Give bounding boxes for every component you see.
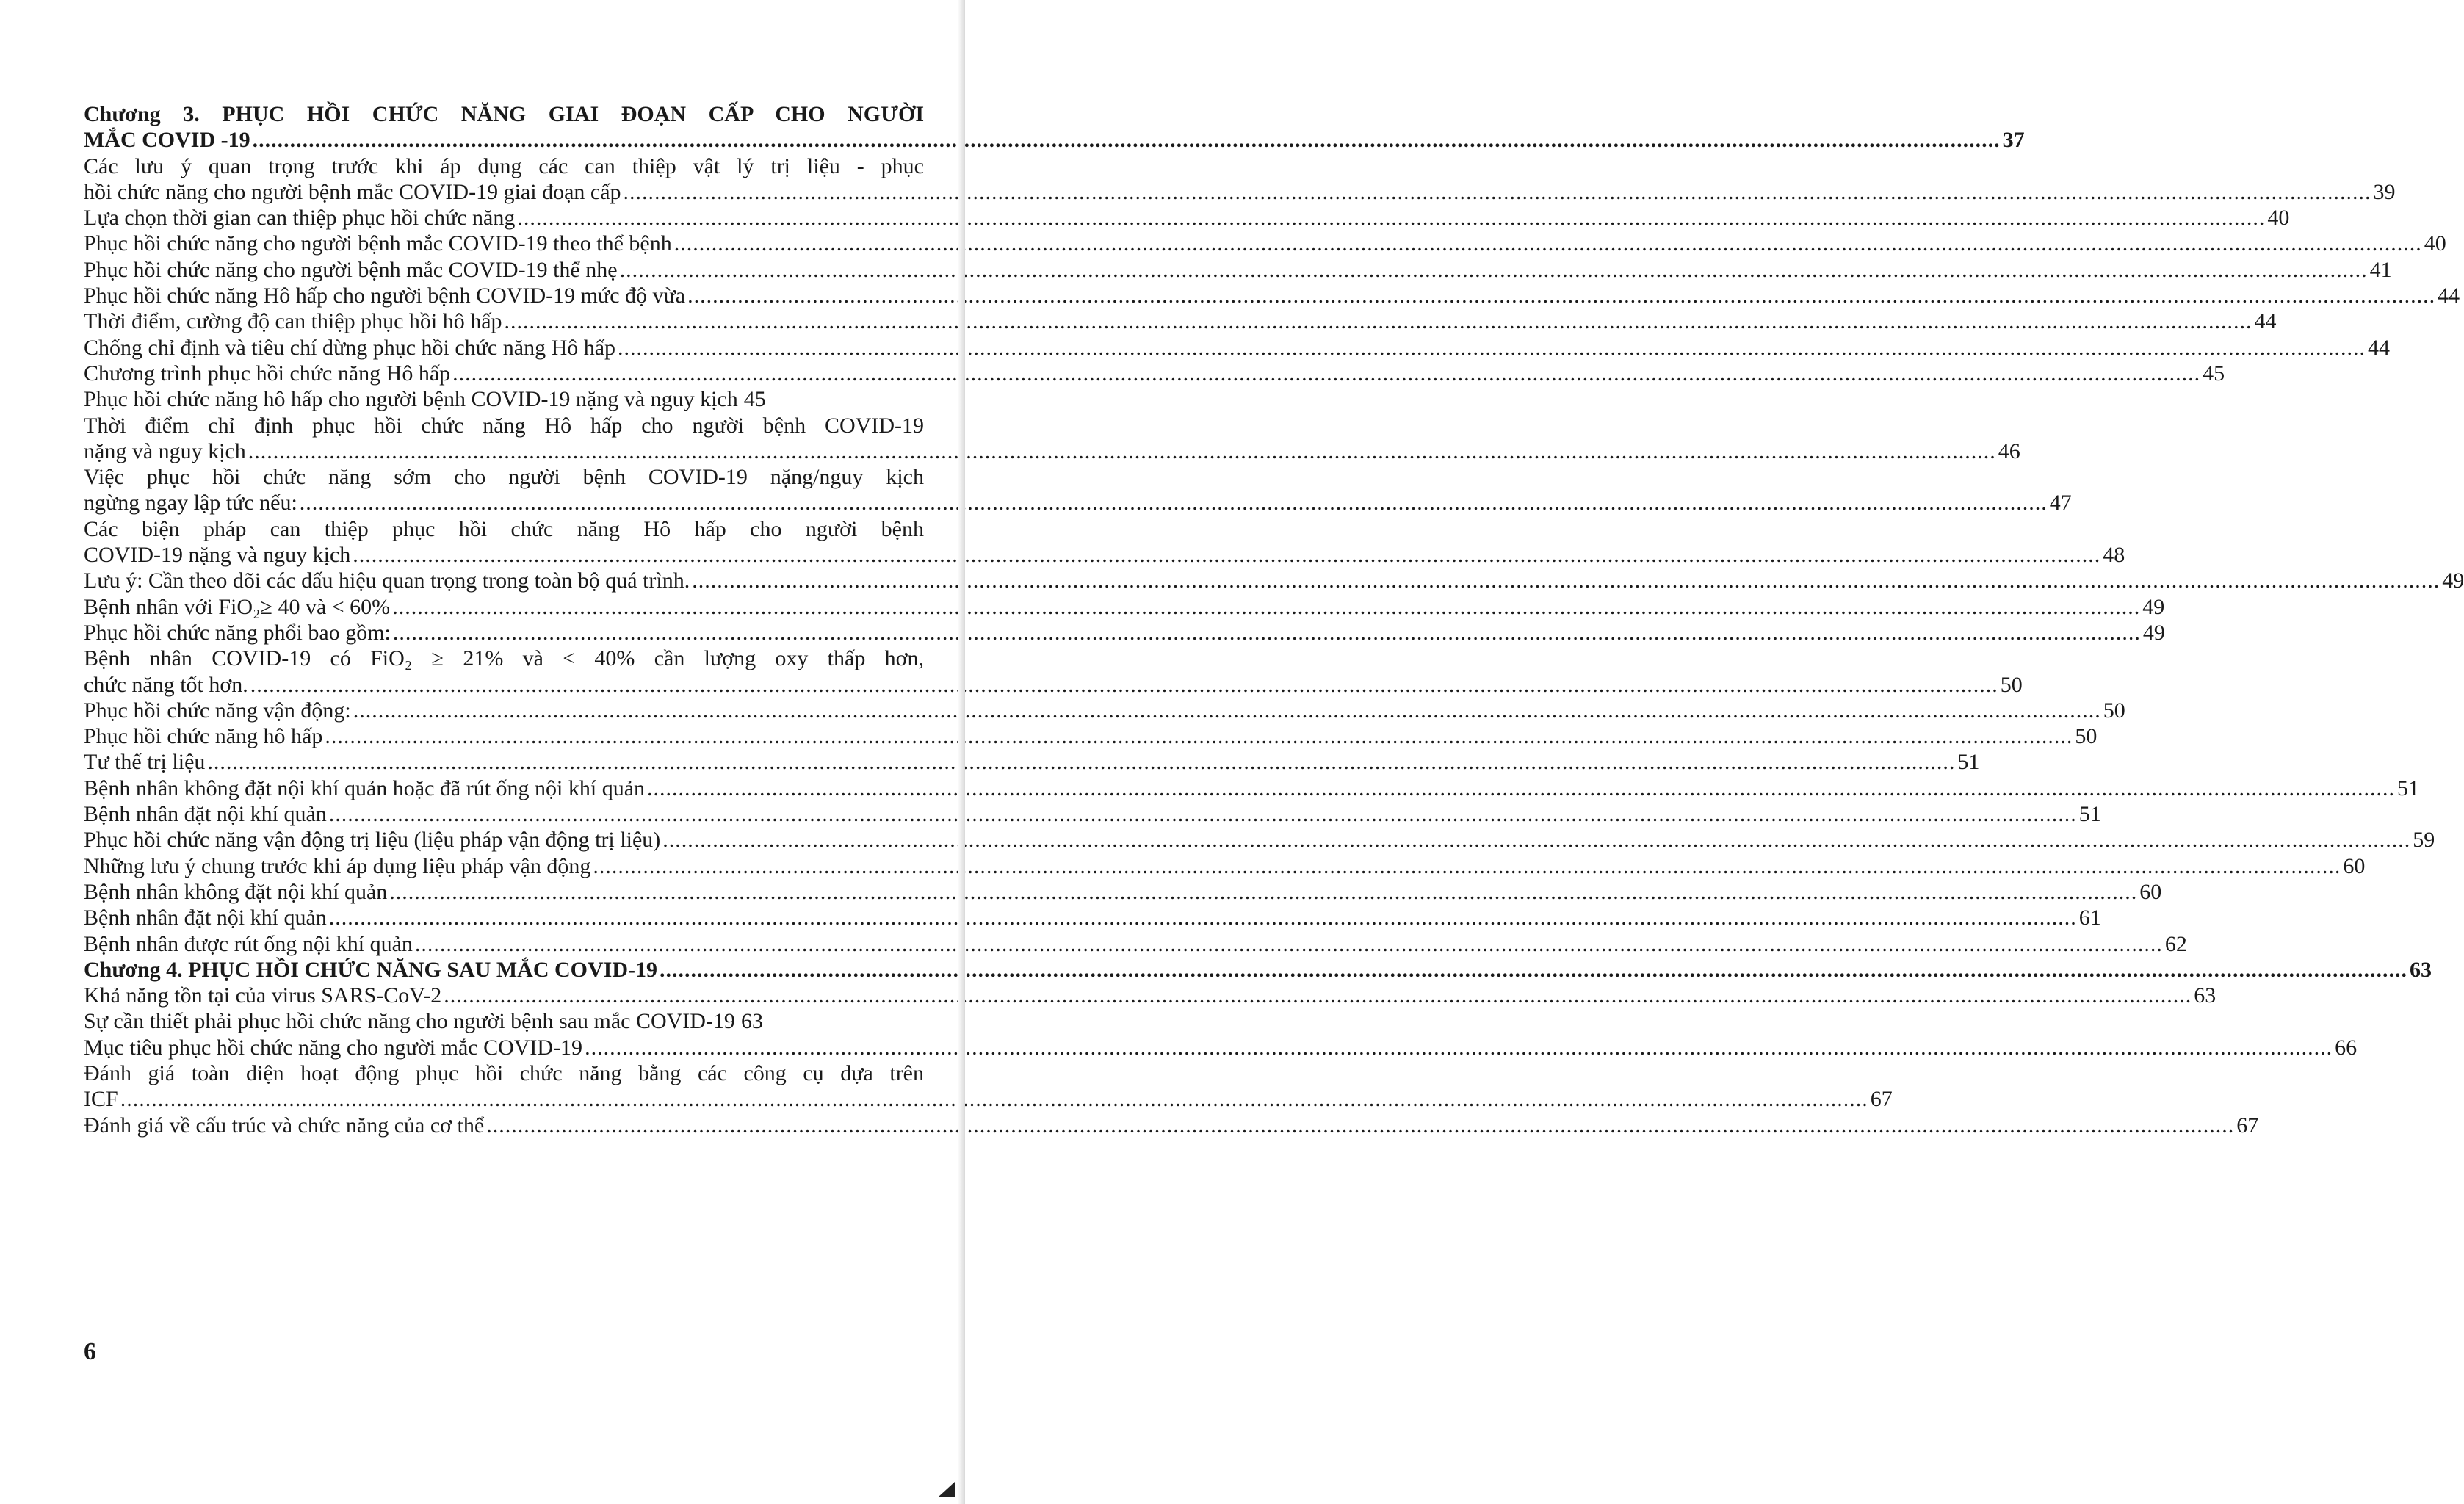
toc-entry-line xyxy=(84,957,2432,983)
toc-entry-page: 45 xyxy=(2203,361,2225,386)
toc-entry-title: Bệnh nhân không đặt nội khí quản hoặc đã rút ống nội khí quản xyxy=(84,776,646,800)
toc-entry-page: 44 xyxy=(2368,335,2391,360)
toc-entry xyxy=(84,413,2020,465)
toc-entry-page: 66 xyxy=(2335,1035,2358,1060)
dot-leader xyxy=(353,542,2100,568)
toc-entry-title: Mục tiêu phục hồi chức năng cho người mắc COVID-19 xyxy=(84,1035,583,1060)
toc-entry-title-first-line: Chương 3. PHỤC HỒI CHỨC NĂNG GIAI ĐOẠN CẤP CHO NGƯỜI xyxy=(84,102,924,126)
toc-entry xyxy=(84,723,2098,749)
toc-entry-line xyxy=(84,905,2101,930)
toc-entry-title: Đánh giá về cấu trúc và chức năng của cơ thể xyxy=(84,1113,485,1138)
toc-entry-line xyxy=(84,827,2435,853)
toc-entry-page: 49 xyxy=(2442,568,2464,593)
toc-entry-leader-line xyxy=(84,490,2072,516)
toc-entry xyxy=(84,646,2023,698)
toc-entry-page: 51 xyxy=(1957,750,1980,775)
toc-entry-title: Khả năng tồn tại của virus SARS-CoV-2 xyxy=(84,983,442,1008)
toc-entry-page: 51 xyxy=(2078,802,2101,827)
toc-entry-title: Bệnh nhân không đặt nội khí quản xyxy=(84,879,388,904)
dot-leader xyxy=(389,879,2137,905)
toc-entry-title: Chương 4. PHỤC HỒI CHỨC NĂNG SAU MẮC COVID-19 xyxy=(84,957,658,982)
toc-entry-title-last-line: COVID-19 nặng và nguy kịch xyxy=(84,543,351,568)
toc-entry xyxy=(84,361,2225,386)
toc-entry-page: 60 xyxy=(2343,853,2366,878)
dot-leader xyxy=(687,283,2435,308)
toc-entry xyxy=(84,1060,1893,1113)
toc-entry-line xyxy=(84,698,2125,723)
toc-entry xyxy=(84,827,2435,853)
toc-entry-title-first-line: Việc phục hồi chức năng sớm cho người bệnh COVID-19 nặng/nguy kịch xyxy=(84,465,924,490)
toc-entry-leader-line xyxy=(84,1086,1893,1112)
toc-entry-leader-line xyxy=(84,127,2025,153)
toc-entry xyxy=(84,205,2290,231)
toc-entry-line xyxy=(84,283,2460,308)
toc-entry-line xyxy=(84,1113,2259,1138)
dot-leader xyxy=(692,568,2440,593)
toc-entry xyxy=(84,1113,2259,1138)
toc-entry xyxy=(84,879,2162,905)
page-number: 6 xyxy=(84,1338,96,1365)
toc-entry-page: 48 xyxy=(2103,543,2125,568)
toc-entry-title: Phục hồi chức năng hô hấp xyxy=(84,724,323,749)
toc-entry-title: Lưu ý: Cần theo dõi các dấu hiệu quan trọng trong toàn bộ quá trình. xyxy=(84,568,690,593)
toc-entry-title-last-line: ngừng ngay lập tức nếu: xyxy=(84,491,297,516)
dot-leader xyxy=(624,179,2371,205)
toc-entry-line xyxy=(84,205,2290,231)
dot-leader xyxy=(486,1113,2234,1138)
toc-entry-line xyxy=(84,620,2165,646)
toc-entry-page: 40 xyxy=(2424,231,2446,256)
toc-entry xyxy=(84,386,924,412)
toc-entry xyxy=(84,776,2420,801)
toc-entry-leader-line xyxy=(84,179,2396,205)
toc-entry xyxy=(84,335,2391,361)
toc-entry-line xyxy=(84,1035,2358,1060)
page-edge-shadow xyxy=(958,0,965,1504)
toc-entry-page: 51 xyxy=(2397,776,2420,800)
toc-chapter-entry xyxy=(84,101,2025,153)
toc-entry-page: 37 xyxy=(2002,128,2025,153)
toc-entry-page: 45 xyxy=(743,387,766,412)
toc-entry xyxy=(84,983,2216,1008)
toc-entry-line xyxy=(84,1008,924,1034)
toc-entry xyxy=(84,905,2101,930)
toc-entry-title: Sự cần thiết phải phục hồi chức năng cho người bệnh sau mắc COVID-19 xyxy=(84,1009,735,1034)
toc-entry-line xyxy=(84,853,2366,879)
dot-leader xyxy=(452,361,2200,386)
toc-entry-page: 40 xyxy=(2267,206,2290,231)
toc-entry-page: 49 xyxy=(2142,620,2165,645)
dot-leader xyxy=(325,723,2073,749)
toc-entry-line xyxy=(84,335,2391,361)
toc-entry xyxy=(84,853,2366,879)
toc-entry-title: Phục hồi chức năng cho người bệnh mắc COVID-19 thể nhẹ xyxy=(84,257,618,282)
toc-entry xyxy=(84,698,2125,723)
toc-entry xyxy=(84,568,2464,593)
toc-entry-leader-line xyxy=(84,672,2023,698)
toc-entry-line xyxy=(84,231,2446,256)
dot-leader xyxy=(618,335,2366,361)
toc-entry-title: Thời điểm, cường độ can thiệp phục hồi hô hấp xyxy=(84,309,502,334)
toc-entry-line xyxy=(84,931,2187,957)
toc-entry-line xyxy=(84,723,2098,749)
toc-entry-line xyxy=(84,308,2277,334)
toc-entry-title-last-line: hồi chức năng cho người bệnh mắc COVID-19 giai đoạn cấp xyxy=(84,179,621,204)
toc-entry-title: Bệnh nhân đặt nội khí quản xyxy=(84,802,327,827)
toc-entry xyxy=(84,749,1980,775)
dot-leader xyxy=(660,957,2407,983)
dot-leader xyxy=(674,231,2422,256)
dot-leader xyxy=(505,308,2252,334)
toc-entry xyxy=(84,594,2165,620)
table-of-contents xyxy=(84,101,2464,1138)
toc-entry-page: 39 xyxy=(2373,179,2396,204)
toc-entry-page: 60 xyxy=(2139,879,2162,904)
toc-entry-title-last-line: nặng và nguy kịch xyxy=(84,438,246,463)
dot-leader xyxy=(248,438,1996,464)
toc-entry xyxy=(84,283,2460,308)
toc-entry xyxy=(84,516,2125,568)
toc-entry-title: Bệnh nhân được rút ống nội khí quản xyxy=(84,931,413,956)
toc-entry xyxy=(84,1008,924,1034)
toc-entry-page: 50 xyxy=(2075,724,2098,749)
dot-leader xyxy=(120,1086,1868,1112)
toc-entry-title-last-line: MẮC COVID -19 xyxy=(84,128,250,153)
toc-entry-title-first-line: Các biện pháp can thiệp phục hồi chức năng Hô hấp cho người bệnh xyxy=(84,516,924,541)
toc-entry-line xyxy=(84,361,2225,386)
toc-entry-title: Chống chỉ định và tiêu chí dừng phục hồi chức năng Hô hấp xyxy=(84,335,616,360)
toc-entry-title: Bệnh nhân đặt nội khí quản xyxy=(84,905,327,930)
toc-entry-page: 67 xyxy=(1870,1087,1893,1112)
dot-leader xyxy=(253,127,2001,153)
toc-entry-title-first-line: Thời điểm chỉ định phục hồi chức năng Hô hấp cho người bệnh COVID-19 xyxy=(84,413,924,438)
toc-entry-line xyxy=(84,879,2162,905)
dot-leader xyxy=(444,983,2192,1008)
toc-entry-title: Phục hồi chức năng vận động trị liệu (liệu pháp vận động trị liệu) xyxy=(84,828,661,853)
toc-entry-title: Tư thế trị liệu xyxy=(84,750,206,775)
toc-entry-page: 63 xyxy=(740,1009,763,1034)
toc-entry-page: 44 xyxy=(2438,283,2460,308)
toc-entry-title-last-line: chức năng tốt hơn. xyxy=(84,672,248,697)
dot-leader xyxy=(620,257,2368,283)
toc-entry-line xyxy=(84,776,2420,801)
toc-entry-title: Lựa chọn thời gian can thiệp phục hồi chức năng xyxy=(84,206,516,231)
toc-entry-title: Phục hồi chức năng Hô hấp cho người bệnh COVID-19 mức độ vừa xyxy=(84,283,686,308)
toc-entry-page: 63 xyxy=(2410,957,2432,982)
dot-leader xyxy=(329,905,2077,930)
toc-entry-page: 49 xyxy=(2142,594,2165,619)
dot-leader xyxy=(300,490,2048,516)
dot-leader xyxy=(593,853,2341,879)
toc-entry-title: Những lưu ý chung trước khi áp dụng liệu pháp vận động xyxy=(84,853,591,878)
toc-entry-leader-line xyxy=(84,438,2020,464)
toc-entry-title: Chương trình phục hồi chức năng Hô hấp xyxy=(84,361,451,386)
toc-chapter-entry xyxy=(84,957,2432,983)
toc-entry-title: Phục hồi chức năng vận động: xyxy=(84,698,351,723)
toc-entry-page: 50 xyxy=(2103,698,2125,723)
dot-leader xyxy=(415,931,2163,957)
toc-entry xyxy=(84,257,2392,283)
dot-leader xyxy=(250,672,1998,698)
toc-entry-title-first-line: Các lưu ý quan trọng trước khi áp dụng các can thiệp vật lý trị liệu - phục xyxy=(84,153,924,178)
toc-entry xyxy=(84,801,2101,827)
toc-entry-title: Phục hồi chức năng cho người bệnh mắc COVID-19 theo thể bệnh xyxy=(84,231,672,256)
toc-entry-title-last-line: ICF xyxy=(84,1087,118,1112)
toc-entry-line xyxy=(84,749,1980,775)
dot-leader xyxy=(207,749,1955,775)
toc-entry-title: Phục hồi chức năng phổi bao gồm: xyxy=(84,620,391,645)
toc-entry-page: 62 xyxy=(2164,931,2187,956)
toc-entry-line xyxy=(84,386,924,412)
toc-entry xyxy=(84,1035,2358,1060)
toc-entry xyxy=(84,308,2277,334)
dot-leader xyxy=(393,620,2141,646)
toc-entry xyxy=(84,620,2165,646)
dot-leader xyxy=(662,827,2410,853)
toc-entry-page: 63 xyxy=(2194,983,2216,1008)
toc-entry-page: 59 xyxy=(2413,828,2435,853)
toc-entry-page: 47 xyxy=(2049,491,2072,516)
toc-entry-title: Bệnh nhân với FiO₂≥ 40 và < 60% xyxy=(84,594,391,619)
toc-entry-leader-line xyxy=(84,542,2125,568)
toc-entry-page: 61 xyxy=(2078,905,2101,930)
toc-entry-page: 67 xyxy=(2236,1113,2259,1138)
toc-entry-page: 50 xyxy=(2000,672,2023,697)
toc-entry-page: 41 xyxy=(2369,257,2392,282)
toc-entry-line xyxy=(84,568,2464,593)
toc-entry-title-first-line: Bệnh nhân COVID-19 có FiO₂ ≥ 21% và < 40% cần lượng oxy thấp hơn, xyxy=(84,646,924,671)
toc-entry-line xyxy=(84,983,2216,1008)
toc-entry-page: 46 xyxy=(1998,438,2020,463)
dot-leader xyxy=(392,594,2140,620)
toc-entry-line xyxy=(84,594,2165,620)
dot-leader xyxy=(353,698,2101,723)
corner-mark xyxy=(939,1482,955,1497)
dot-leader xyxy=(647,776,2395,801)
toc-entry xyxy=(84,464,2072,516)
toc-entry-title: Phục hồi chức năng hô hấp cho người bệnh COVID-19 nặng và nguy kịch xyxy=(84,387,738,412)
toc-entry xyxy=(84,231,2446,256)
toc-entry xyxy=(84,153,2396,206)
dot-leader xyxy=(517,205,2265,231)
toc-entry-title-first-line: Đánh giá toàn diện hoạt động phục hồi chức năng bằng các công cụ dựa trên xyxy=(84,1060,924,1085)
toc-entry-line xyxy=(84,801,2101,827)
dot-leader xyxy=(329,801,2077,827)
toc-entry-page: 44 xyxy=(2254,309,2277,334)
toc-entry xyxy=(84,931,2187,957)
dot-leader xyxy=(585,1035,2333,1060)
toc-entry-line xyxy=(84,257,2392,283)
